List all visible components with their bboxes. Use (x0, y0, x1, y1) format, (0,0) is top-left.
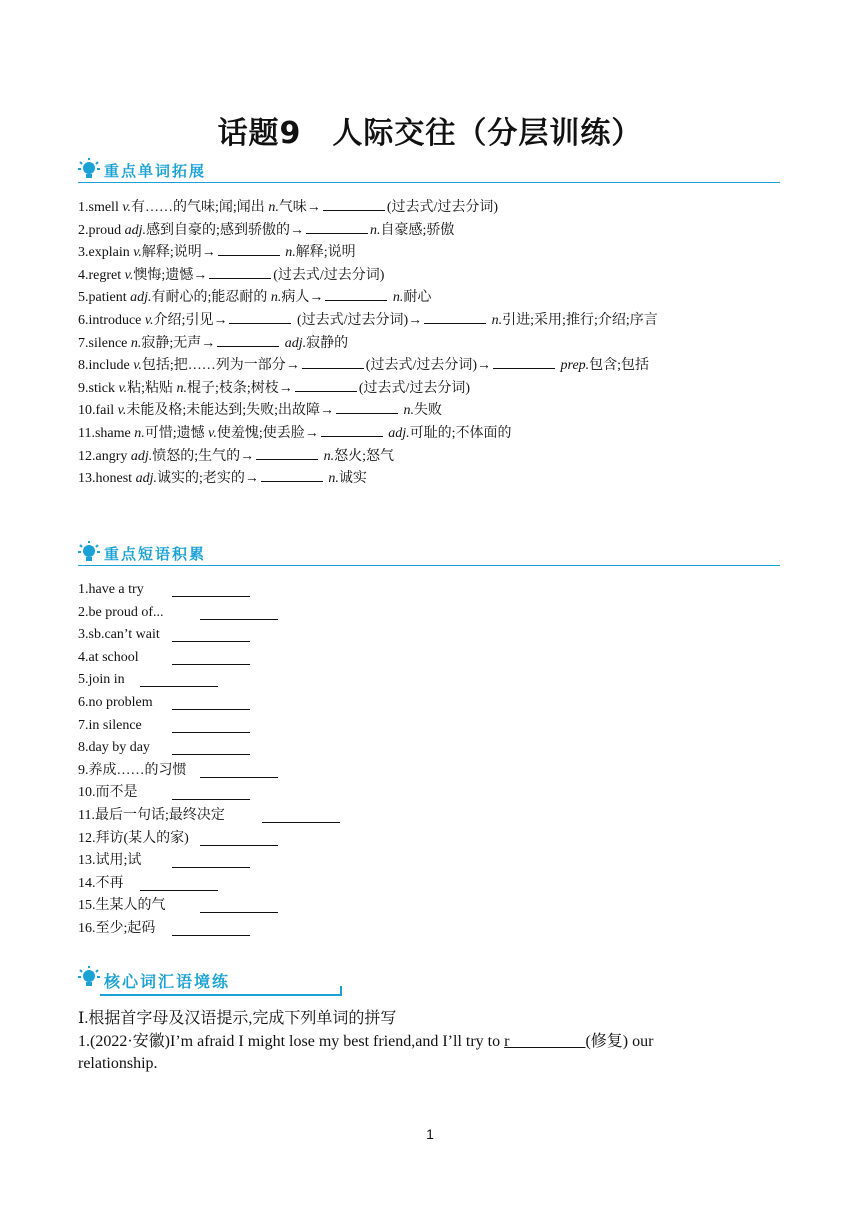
answer-blank[interactable] (172, 651, 250, 665)
section-frame (100, 986, 342, 996)
answer-blank[interactable] (218, 242, 280, 256)
phrase-item: 1.have a try (78, 581, 144, 599)
phrase-item: 13.试用;试 (78, 852, 141, 870)
lightbulb-icon (78, 966, 100, 990)
answer-blank[interactable] (325, 287, 387, 301)
phrase-item: 6.no problem (78, 694, 153, 712)
answer-blank[interactable] (172, 719, 250, 733)
answer-blank[interactable] (172, 922, 250, 936)
answer-blank[interactable] (172, 786, 250, 800)
word-item: 7.silence n.寂静;无声→ adj.寂静的 (78, 333, 348, 353)
question-hint: (修复) our (585, 1033, 654, 1050)
answer-blank[interactable] (140, 877, 218, 891)
answer-blank[interactable] (140, 673, 218, 687)
question-1 (78, 1031, 718, 1075)
answer-blank[interactable] (302, 355, 364, 369)
section-title-phrases: 重点短语积累 (104, 545, 207, 563)
phrase-item: 11.最后一句话;最终决定 (78, 807, 225, 825)
part-heading: Ⅰ.根据首字母及汉语提示,完成下列单词的拼写 (78, 1010, 397, 1027)
word-item: 1.smell v.有……的气味;闻;闻出 n.气味→ (过去式/过去分词) (78, 197, 498, 217)
phrase-item: 7.in silence (78, 717, 142, 735)
answer-blank[interactable] (321, 423, 383, 437)
question-text-cont: relationship. (78, 1055, 158, 1072)
answer-blank[interactable] (323, 197, 385, 211)
section-divider (78, 565, 780, 566)
answer-blank[interactable] (306, 220, 368, 234)
answer-blank[interactable] (229, 310, 291, 324)
lightbulb-icon (78, 541, 100, 565)
word-item: 5.patient adj.有耐心的;能忍耐的 n.病人→ n.耐心 (78, 287, 431, 307)
answer-blank[interactable] (200, 606, 278, 620)
word-item: 10.fail v.未能及格;未能达到;失败;出故障→ n.失败 (78, 400, 442, 420)
answer-blank[interactable] (493, 355, 555, 369)
answer-blank[interactable] (200, 899, 278, 913)
word-item: 9.stick v.粘;粘贴 n.棍子;枝条;树枝→ (过去式/过去分词) (78, 378, 470, 398)
word-item: 2.proud adj.感到自豪的;感到骄傲的→ n.自豪感;骄傲 (78, 220, 454, 240)
phrase-item: 3.sb.can’t wait (78, 626, 160, 644)
answer-blank[interactable] (261, 468, 323, 482)
word-item: 3.explain v.解释;说明→ n.解释;说明 (78, 242, 356, 262)
word-item: 6.introduce v.介绍;引见→ (过去式/过去分词)→ n.引进;采用;推行;介绍;序言 (78, 310, 658, 330)
answer-blank[interactable] (200, 764, 278, 778)
word-item: 12.angry adj.愤怒的;生气的→ n.怒火;怒气 (78, 446, 394, 466)
answer-blank[interactable] (262, 809, 340, 823)
answer-blank[interactable] (172, 696, 250, 710)
answer-blank[interactable] (209, 265, 271, 279)
answer-blank[interactable] (172, 583, 250, 597)
phrase-item: 15.生某人的气 (78, 897, 166, 915)
phrase-item: 5.join in (78, 671, 125, 689)
phrase-item: 14.不再 (78, 875, 124, 893)
section-title-words: 重点单词拓展 (104, 162, 207, 180)
page-number: 1 (426, 1126, 434, 1142)
answer-blank[interactable]: r (504, 1033, 510, 1050)
word-item: 8.include v.包括;把……列为一部分→ (过去式/过去分词)→ prep.包含;包括 (78, 355, 649, 375)
answer-blank[interactable] (200, 832, 278, 846)
phrase-item: 12.拜访(某人的家) (78, 830, 189, 848)
question-text: 1.(2022·安徽)I’m afraid I might lose my best friend,and I’ll try to (78, 1033, 505, 1050)
word-item: 4.regret v.懊悔;遗憾→ (过去式/过去分词) (78, 265, 384, 285)
page-title: 话题9 人际交往（分层训练） (217, 116, 643, 151)
answer-blank[interactable] (256, 446, 318, 460)
answer-blank[interactable] (217, 333, 279, 347)
answer-blank[interactable] (336, 400, 398, 414)
answer-blank[interactable] (295, 378, 357, 392)
word-item: 11.shame n.可惜;遗憾 v.使羞愧;使丢脸→ adj.可耻的;不体面的 (78, 423, 512, 443)
phrase-item: 2.be proud of... (78, 604, 164, 622)
answer-blank[interactable] (424, 310, 486, 324)
word-item: 13.honest adj.诚实的;老实的→ n.诚实 (78, 468, 367, 488)
answer-blank[interactable] (172, 854, 250, 868)
answer-blank[interactable] (172, 741, 250, 755)
phrase-item: 9.养成……的习惯 (78, 762, 187, 780)
phrase-item: 16.至少;起码 (78, 920, 155, 938)
section-title-context: 核心词汇语境练 (104, 972, 231, 991)
phrase-item: 10.而不是 (78, 784, 138, 802)
phrase-item: 4.at school (78, 649, 139, 667)
answer-blank[interactable] (172, 628, 250, 642)
lightbulb-icon (78, 158, 100, 182)
section-divider (78, 182, 780, 183)
phrase-item: 8.day by day (78, 739, 150, 757)
